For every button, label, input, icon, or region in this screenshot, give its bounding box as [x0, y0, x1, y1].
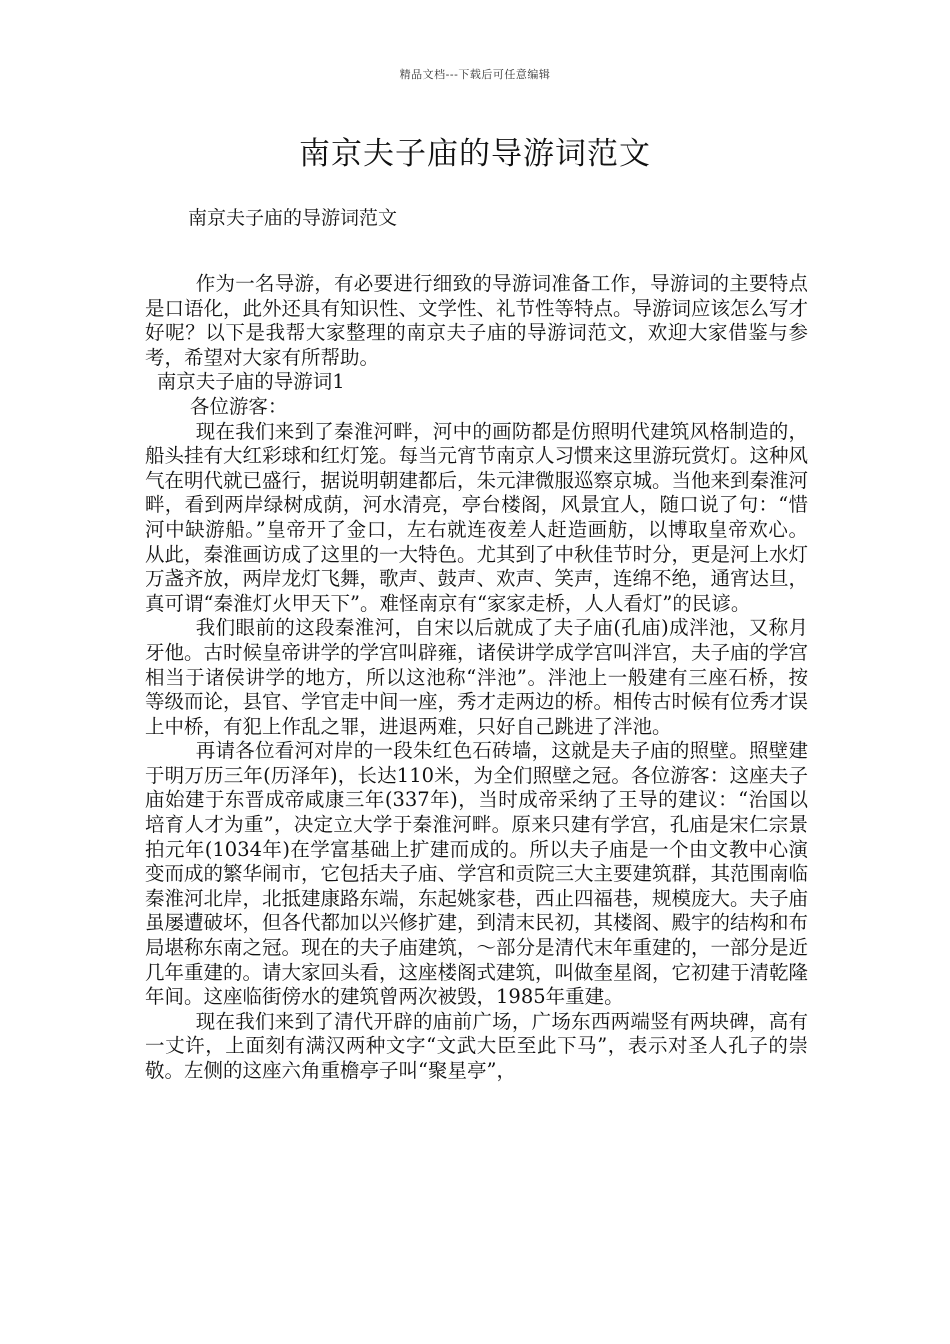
- paragraph-3: 再请各位看河对岸的一段朱红色石砖墙，这就是夫子庙的照壁。照壁建于明万历三年(历泽年)，长达110米，为全们照壁之冠。各位游客：这座夫子庙始建于东晋成帝咸康三年(337年)，当时成帝采纳了王导的建议：“治国以培育人才为重”，决定立大学于秦淮河畔。原来只建有学宫，孔庙是宋仁宗景拍元年(1034年)在学富基础上扩建而成的。所以夫子庙是一个由文教中心演变而成的繁华闹市，它包括夫子庙、学宫和贡院三大主要建筑群，其范围南临秦淮河北岸，北抵建康路东端，东起姚家巷，西止四福巷，规模庞大。夫子庙虽屡遭破坏，但各代都加以兴修扩建，到清末民初，其楼阁、殿宇的结构和布局堪称东南之冠。现在的夫子庙建筑，～部分是清代末年重建的，一部分是近几年重建的。请大家回头看，这座楼阁式建筑，叫做奎星阁，它初建于清乾隆年间。这座临街傍水的建筑曾两次被毁，1985年重建。: [145, 739, 809, 1009]
- document-body: [145, 272, 808, 1084]
- document-title: 南京夫子庙的导游词范文: [299, 136, 651, 172]
- paragraph-1: 现在我们来到了秦淮河畔，河中的画防都是仿照明代建筑风格制造的，船头挂有大红彩球和红灯笼。每当元宵节南京人习惯来这里游玩赏灯。这种风气在明代就已盛行，据说明朝建都后，朱元津微服巡察京城。当他来到秦淮河畔，看到两岸绿树成荫，河水清亮，亭台楼阁，风景宜人，随口说了句：“惜河中缺游船。”皇帝开了金口，左右就连夜差人赶造画舫，以博取皇帝欢心。从此，秦淮画访成了这里的一大特色。尤其到了中秋佳节时分，更是河上水灯万盏齐放，两岸龙灯飞舞，歌声、鼓声、欢声、笑声，连绵不绝，通宵达旦，真可谓“秦淮灯火甲天下”。难怪南京有“家家走桥，人人看灯”的民谚。: [145, 419, 809, 615]
- header-note: 精品文档---下载后可任意编辑: [399, 68, 551, 81]
- section-heading: 南京夫子庙的导游词1: [156, 370, 345, 394]
- salutation: 各位游客：: [189, 394, 288, 418]
- paragraph-4: 现在我们来到了清代开辟的庙前广场，广场东西两端竖有两块碑，高有一丈许，上面刻有满汉两种文字“文武大臣至此下马”，表示对圣人孔子的崇敬。左侧的这座六角重檐亭子叫“聚星亭”，: [145, 1009, 808, 1082]
- paragraph-2: 我们眼前的这段秦淮河，自宋以后就成了夫子庙(孔庙)成泮池，又称月牙他。古时候皇帝讲学的学宫叫辟雍，诸侯讲学成学宫叫泮宫，夫子庙的学宫相当于诸侯讲学的地方，所以这池称“泮池”。泮池上一般建有三座石桥，按等级而论，县官、学官走中间一座，秀才走两边的桥。相传古时候有位秀才误上中桥，有犯上作乱之罪，进退两难，只好自己跳进了泮池。: [145, 616, 809, 738]
- document-subtitle: 南京夫子庙的导游词范文: [188, 207, 398, 229]
- intro-paragraph: 作为一名导游，有必要进行细致的导游词准备工作，导游词的主要特点是口语化，此外还具有知识性、文学性、礼节性等特点。导游词应该怎么写才好呢？以下是我帮大家整理的南京夫子庙的导游词范文，欢迎大家借鉴与参考，希望对大家有所帮助。: [145, 272, 809, 369]
